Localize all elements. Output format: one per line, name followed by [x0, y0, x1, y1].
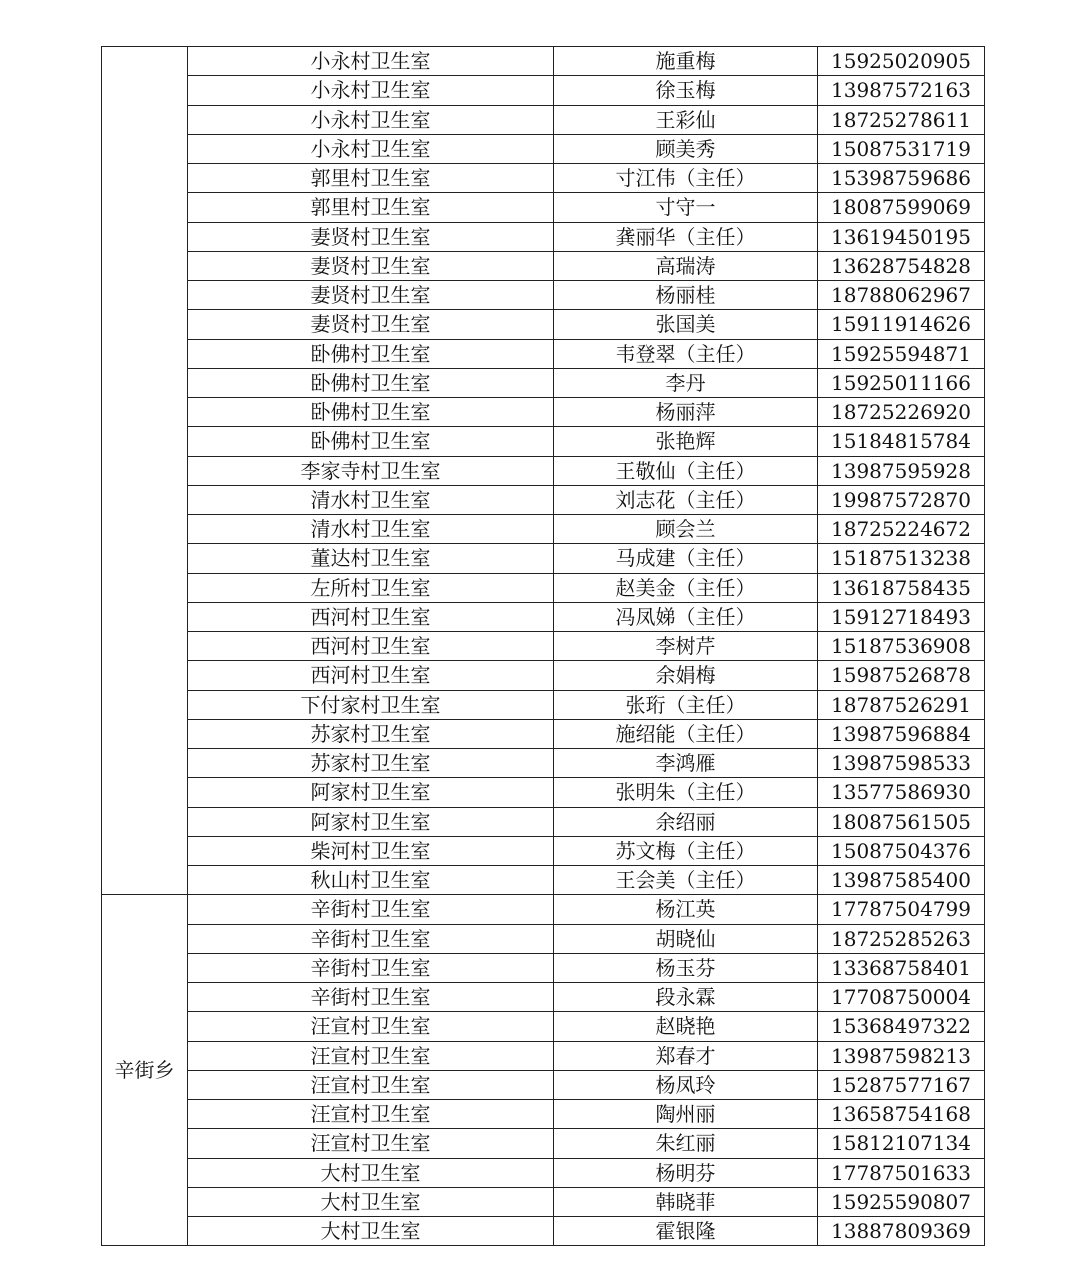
staff-name-cell: 张国美 — [554, 310, 818, 339]
phone-number-cell: 13368758401 — [818, 953, 985, 982]
phone-number-cell: 15398759686 — [818, 164, 985, 193]
clinic-name-cell: 妻贤村卫生室 — [188, 281, 554, 310]
phone-number-cell: 13618758435 — [818, 573, 985, 602]
table-row — [102, 164, 985, 193]
table-row — [102, 76, 985, 105]
table-row — [102, 339, 985, 368]
staff-name-cell: 段永霖 — [554, 983, 818, 1012]
phone-number-cell: 15187536908 — [818, 632, 985, 661]
staff-name-cell: 刘志花（主任） — [554, 485, 818, 514]
table-row — [102, 1158, 985, 1187]
phone-number-cell: 13987598533 — [818, 749, 985, 778]
clinic-name-cell: 清水村卫生室 — [188, 485, 554, 514]
staff-name-cell: 施绍能（主任） — [554, 719, 818, 748]
staff-name-cell: 余绍丽 — [554, 807, 818, 836]
phone-number-cell: 15925594871 — [818, 339, 985, 368]
phone-number-cell: 15087531719 — [818, 134, 985, 163]
table-row — [102, 193, 985, 222]
staff-name-cell: 顾会兰 — [554, 515, 818, 544]
table-row — [102, 222, 985, 251]
phone-number-cell: 15925020905 — [818, 47, 985, 76]
clinic-name-cell: 左所村卫生室 — [188, 573, 554, 602]
phone-number-cell: 15187513238 — [818, 544, 985, 573]
table-row — [102, 1012, 985, 1041]
staff-name-cell: 杨丽萍 — [554, 398, 818, 427]
phone-number-cell: 15911914626 — [818, 310, 985, 339]
phone-number-cell: 18725226920 — [818, 398, 985, 427]
phone-number-cell: 18787526291 — [818, 690, 985, 719]
phone-number-cell: 15925011166 — [818, 368, 985, 397]
staff-name-cell: 李鸿雁 — [554, 749, 818, 778]
phone-number-cell: 13619450195 — [818, 222, 985, 251]
clinic-name-cell: 大村卫生室 — [188, 1217, 554, 1246]
clinic-name-cell: 汪宣村卫生室 — [188, 1129, 554, 1158]
table-row — [102, 368, 985, 397]
staff-name-cell: 王彩仙 — [554, 105, 818, 134]
phone-number-cell: 19987572870 — [818, 485, 985, 514]
table-row — [102, 1129, 985, 1158]
staff-name-cell: 赵美金（主任） — [554, 573, 818, 602]
clinic-name-cell: 西河村卫生室 — [188, 632, 554, 661]
phone-number-cell: 13987598213 — [818, 1041, 985, 1070]
staff-name-cell: 杨凤玲 — [554, 1070, 818, 1099]
table-row — [102, 251, 985, 280]
table-row — [102, 515, 985, 544]
table-row — [102, 924, 985, 953]
staff-name-cell: 韦登翠（主任） — [554, 339, 818, 368]
clinic-name-cell: 清水村卫生室 — [188, 515, 554, 544]
table-row — [102, 281, 985, 310]
contact-table-body — [102, 47, 985, 1246]
clinic-name-cell: 郭里村卫生室 — [188, 193, 554, 222]
table-row — [102, 953, 985, 982]
phone-number-cell: 15287577167 — [818, 1070, 985, 1099]
table-row — [102, 719, 985, 748]
table-row — [102, 134, 985, 163]
table-row — [102, 749, 985, 778]
clinic-name-cell: 大村卫生室 — [188, 1187, 554, 1216]
clinic-name-cell: 董达村卫生室 — [188, 544, 554, 573]
clinic-name-cell: 阿家村卫生室 — [188, 778, 554, 807]
table-row — [102, 544, 985, 573]
phone-number-cell: 18725278611 — [818, 105, 985, 134]
phone-number-cell: 15368497322 — [818, 1012, 985, 1041]
phone-number-cell: 13987595928 — [818, 456, 985, 485]
phone-number-cell: 13658754168 — [818, 1100, 985, 1129]
clinic-name-cell: 汪宣村卫生室 — [188, 1012, 554, 1041]
clinic-name-cell: 西河村卫生室 — [188, 661, 554, 690]
table-row — [102, 632, 985, 661]
staff-name-cell: 郑春才 — [554, 1041, 818, 1070]
phone-number-cell: 18087561505 — [818, 807, 985, 836]
staff-name-cell: 冯凤娣（主任） — [554, 602, 818, 631]
phone-number-cell: 15087504376 — [818, 836, 985, 865]
clinic-name-cell: 汪宣村卫生室 — [188, 1041, 554, 1070]
clinic-name-cell: 汪宣村卫生室 — [188, 1070, 554, 1099]
phone-number-cell: 15987526878 — [818, 661, 985, 690]
staff-name-cell: 李树芹 — [554, 632, 818, 661]
clinic-name-cell: 辛街村卫生室 — [188, 953, 554, 982]
table-row — [102, 1100, 985, 1129]
table-row — [102, 602, 985, 631]
table-row — [102, 573, 985, 602]
staff-name-cell: 杨丽桂 — [554, 281, 818, 310]
table-row — [102, 398, 985, 427]
staff-name-cell: 高瑞涛 — [554, 251, 818, 280]
staff-name-cell: 韩晓菲 — [554, 1187, 818, 1216]
clinic-name-cell: 辛街村卫生室 — [188, 895, 554, 924]
table-row — [102, 105, 985, 134]
phone-number-cell: 15812107134 — [818, 1129, 985, 1158]
staff-name-cell: 张明朱（主任） — [554, 778, 818, 807]
contact-table — [101, 46, 985, 1246]
table-row — [102, 895, 985, 924]
staff-name-cell: 朱红丽 — [554, 1129, 818, 1158]
staff-name-cell: 王会美（主任） — [554, 866, 818, 895]
staff-name-cell: 王敬仙（主任） — [554, 456, 818, 485]
clinic-name-cell: 辛街村卫生室 — [188, 924, 554, 953]
clinic-name-cell: 妻贤村卫生室 — [188, 310, 554, 339]
phone-number-cell: 13577586930 — [818, 778, 985, 807]
clinic-name-cell: 汪宣村卫生室 — [188, 1100, 554, 1129]
township-cell: 辛街乡 — [102, 895, 188, 1246]
clinic-name-cell: 西河村卫生室 — [188, 602, 554, 631]
phone-number-cell: 13987585400 — [818, 866, 985, 895]
phone-number-cell: 15925590807 — [818, 1187, 985, 1216]
table-row — [102, 1217, 985, 1246]
staff-name-cell: 杨玉芬 — [554, 953, 818, 982]
table-row — [102, 836, 985, 865]
phone-number-cell: 18788062967 — [818, 281, 985, 310]
phone-number-cell: 18725224672 — [818, 515, 985, 544]
clinic-name-cell: 下付家村卫生室 — [188, 690, 554, 719]
staff-name-cell: 张艳辉 — [554, 427, 818, 456]
table-row — [102, 1041, 985, 1070]
clinic-name-cell: 卧佛村卫生室 — [188, 398, 554, 427]
table-row — [102, 456, 985, 485]
clinic-name-cell: 苏家村卫生室 — [188, 719, 554, 748]
staff-name-cell: 寸守一 — [554, 193, 818, 222]
staff-name-cell: 张珩（主任） — [554, 690, 818, 719]
clinic-name-cell: 柴河村卫生室 — [188, 836, 554, 865]
table-row — [102, 866, 985, 895]
table-row — [102, 983, 985, 1012]
staff-name-cell: 余娟梅 — [554, 661, 818, 690]
phone-number-cell: 17708750004 — [818, 983, 985, 1012]
clinic-name-cell: 李家寺村卫生室 — [188, 456, 554, 485]
clinic-name-cell: 卧佛村卫生室 — [188, 427, 554, 456]
clinic-name-cell: 妻贤村卫生室 — [188, 222, 554, 251]
table-row — [102, 778, 985, 807]
phone-number-cell: 13987572163 — [818, 76, 985, 105]
staff-name-cell: 赵晓艳 — [554, 1012, 818, 1041]
township-cell — [102, 47, 188, 895]
staff-name-cell: 苏文梅（主任） — [554, 836, 818, 865]
clinic-name-cell: 大村卫生室 — [188, 1158, 554, 1187]
staff-name-cell: 龚丽华（主任） — [554, 222, 818, 251]
phone-number-cell: 17787504799 — [818, 895, 985, 924]
staff-name-cell: 马成建（主任） — [554, 544, 818, 573]
staff-name-cell: 顾美秀 — [554, 134, 818, 163]
phone-number-cell: 13887809369 — [818, 1217, 985, 1246]
phone-number-cell: 13987596884 — [818, 719, 985, 748]
table-row — [102, 310, 985, 339]
table-row — [102, 690, 985, 719]
staff-name-cell: 李丹 — [554, 368, 818, 397]
clinic-name-cell: 小永村卫生室 — [188, 76, 554, 105]
phone-number-cell: 18087599069 — [818, 193, 985, 222]
table-row — [102, 427, 985, 456]
clinic-name-cell: 辛街村卫生室 — [188, 983, 554, 1012]
phone-number-cell: 15912718493 — [818, 602, 985, 631]
table-row — [102, 47, 985, 76]
staff-name-cell: 杨明芬 — [554, 1158, 818, 1187]
clinic-name-cell: 小永村卫生室 — [188, 105, 554, 134]
staff-name-cell: 胡晓仙 — [554, 924, 818, 953]
clinic-name-cell: 卧佛村卫生室 — [188, 368, 554, 397]
clinic-name-cell: 秋山村卫生室 — [188, 866, 554, 895]
clinic-name-cell: 郭里村卫生室 — [188, 164, 554, 193]
clinic-name-cell: 阿家村卫生室 — [188, 807, 554, 836]
clinic-name-cell: 苏家村卫生室 — [188, 749, 554, 778]
table-row — [102, 1070, 985, 1099]
table-row — [102, 485, 985, 514]
phone-number-cell: 18725285263 — [818, 924, 985, 953]
phone-number-cell: 13628754828 — [818, 251, 985, 280]
clinic-name-cell: 妻贤村卫生室 — [188, 251, 554, 280]
phone-number-cell: 17787501633 — [818, 1158, 985, 1187]
staff-name-cell: 施重梅 — [554, 47, 818, 76]
table-row — [102, 1187, 985, 1216]
table-row — [102, 661, 985, 690]
staff-name-cell: 霍银隆 — [554, 1217, 818, 1246]
clinic-name-cell: 小永村卫生室 — [188, 47, 554, 76]
table-row — [102, 807, 985, 836]
staff-name-cell: 徐玉梅 — [554, 76, 818, 105]
clinic-name-cell: 小永村卫生室 — [188, 134, 554, 163]
clinic-name-cell: 卧佛村卫生室 — [188, 339, 554, 368]
phone-number-cell: 15184815784 — [818, 427, 985, 456]
staff-name-cell: 陶州丽 — [554, 1100, 818, 1129]
staff-name-cell: 寸江伟（主任） — [554, 164, 818, 193]
staff-name-cell: 杨江英 — [554, 895, 818, 924]
